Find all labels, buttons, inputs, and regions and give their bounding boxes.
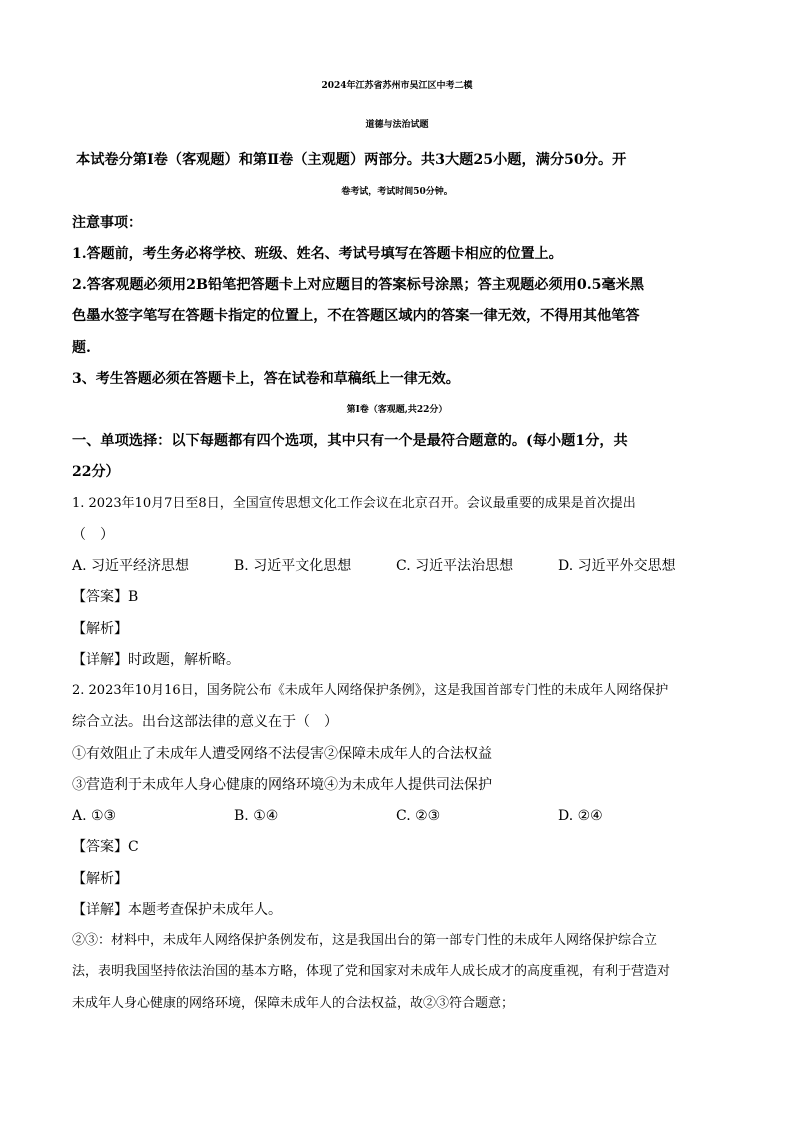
notes-item-1: 1.答题前，考生务必将学校、班级、姓名、考试号填写在答题卡相应的位置上。 — [72, 246, 563, 262]
q2-explain-line-3: 未成年人身心健康的网络环境，保障未成年人的合法权益，故②③符合题意； — [72, 996, 515, 1011]
q1-stem-line-1: 1. 2023年10月7日至8日，全国宣传思想文化工作会议在北京召开。会议最重要的成果是首次提出 — [72, 496, 636, 511]
notes-item-3: 3、考生答题必须在答题卡上，答在试卷和草稿纸上一律无效。 — [72, 371, 460, 387]
notes-item-2-line-1: 2.答客观题必须用2B铅笔把答题卡上对应题目的答案标号涂黑；答主观题必须用0.5毫米黑 — [72, 277, 645, 293]
q1-answer: 【答案】B — [72, 589, 139, 605]
q2-statement-1: ①有效阻止了未成年人遭受网络不法侵害②保障未成年人的合法权益 — [72, 746, 492, 762]
q1-detail: 【详解】时政题，解析略。 — [72, 652, 240, 668]
part-instruction-line-2: 22分） — [72, 464, 120, 480]
notes-item-2-line-2: 色墨水签字笔写在答题卡指定的位置上，不在答题区域内的答案一律无效，不得用其他笔答 — [72, 308, 640, 324]
document-title: 2024年江苏省苏州市吴江区中考二模 — [321, 81, 473, 91]
q2-stem-line-1: 2. 2023年10月16日，国务院公布《未成年人网络保护条例》，这是我国首部专门性的未成年人网络保护 — [72, 683, 669, 698]
part-instruction-line-1: 一、单项选择：以下每题都有四个选项，其中只有一个是最符合题意的。(每小题1分，共 — [72, 433, 628, 449]
q2-detail: 【详解】本题考查保护未成年人。 — [72, 902, 282, 918]
q2-option-c: C. ②③ — [396, 808, 441, 824]
q1-analysis-label: 【解析】 — [72, 621, 128, 637]
q2-statement-2: ③营造利于未成年人身心健康的网络环境④为未成年人提供司法保护 — [72, 777, 492, 793]
q2-explain-line-2: 法，表明我国坚持依法治国的基本方略，体现了党和国家对未成年人成长成才的高度重视，有利于营造对 — [72, 964, 671, 979]
q1-stem-line-2: （ ） — [72, 527, 114, 543]
q2-answer: 【答案】C — [72, 839, 139, 855]
document-subtitle: 道德与法治试题 — [365, 120, 429, 130]
q1-option-c: C. 习近平法治思想 — [396, 558, 514, 574]
q1-option-a: A. 习近平经济思想 — [72, 558, 190, 574]
notes-heading: 注意事项： — [72, 215, 142, 231]
q1-option-d: D. 习近平外交思想 — [558, 558, 676, 574]
q1-option-b: B. 习近平文化思想 — [234, 558, 352, 574]
q2-explain-line-1: ②③：材料中，未成年人网络保护条例发布，这是我国出台的第一部专门性的未成年人网络保护综合立 — [72, 933, 658, 948]
q2-option-a: A. ①③ — [72, 808, 117, 824]
q2-stem-line-2: 综合立法。出台这部法律的意义在于（ ） — [72, 714, 338, 730]
intro-line-1: 本试卷分第Ⅰ卷（客观题）和第Ⅱ卷（主观题）两部分。共3大题25小题，满分50分。开 — [76, 152, 627, 168]
notes-item-2-line-3: 题. — [72, 340, 91, 356]
intro-line-2: 卷考试，考试时间50分钟。 — [341, 187, 453, 197]
q2-analysis-label: 【解析】 — [72, 871, 128, 887]
q2-option-d: D. ②④ — [558, 808, 603, 824]
q2-option-b: B. ①④ — [234, 808, 279, 824]
section-heading: 第Ⅰ卷（客观题,共22分） — [346, 405, 448, 415]
